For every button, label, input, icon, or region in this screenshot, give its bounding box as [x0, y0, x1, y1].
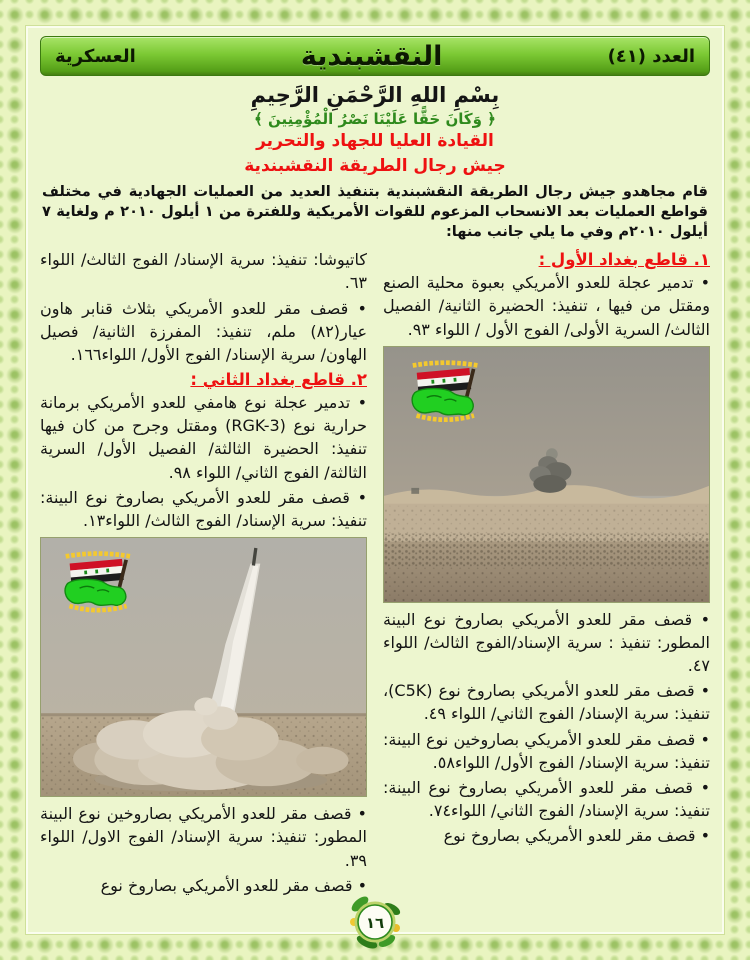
- operation-item: • قصف مقر للعدو الأمريكي بصاروخ نوع: [100, 875, 367, 895]
- column-right: [383, 246, 710, 938]
- page-number: ١٦: [365, 914, 385, 932]
- operation-item: • تدمير عجلة للعدو الأمريكي بعبوة محلية الصنع ومقتل من فيها ، تنفيذ: الحضيرة الثانية/ الفصيل الثالث/ السرية الأولى/ الفوج الأول / اللواء ٩٣.: [383, 273, 710, 339]
- column-left: [40, 246, 367, 938]
- page-number-badge: [347, 892, 403, 952]
- masthead-title: النقشبندية: [300, 40, 443, 72]
- section-heading-baghdad-2: ٢. قاطع بغداد الثاني :: [190, 370, 367, 390]
- photo-rocket-launch: [40, 537, 367, 797]
- photo-desert-explosion: [383, 346, 710, 603]
- quran-verse: ﴿ وَكَانَ حَقًّا عَلَيْنَا نَصْرُ الْمُؤْمِنِينَ ﴾: [254, 110, 496, 129]
- operation-item: • قصف مقر للعدو الأمريكي بصاروخ نوع البينة: تنفيذ: سرية الإسناد/ الفوج الثالث/ اللواء١٣.: [40, 487, 367, 531]
- operation-item: • تدمير عجلة نوع هامفي للعدو الأمريكي برمانة حرارية نوع (RGK-3) ومقتل وجرح من كان فيها تنفيذ: الحضيرة الثالثة/ الفصيل الأول/ السرية الثالثة/ الفوج الثاني/ اللواء ٩٨.: [40, 393, 368, 482]
- operation-item: • قصف مقر للعدو الأمريكي بصاروخ نوع البينة: تنفيذ: سرية الإسناد/ الفوج الثاني/ اللواء٧٤.: [383, 778, 710, 821]
- basmala-text: بِسْمِ اللهِ الرَّحْمَنِ الرَّحِيمِ: [250, 83, 500, 107]
- operation-item: • قصف مقر للعدو الأمريكي بصاروخين نوع البينة: تنفيذ: سرية الإسناد/ الفوج الأول/ اللواء٥٨.: [383, 729, 710, 772]
- operation-item: كاتيوشا: تنفيذ: سرية الإسناد/ الفوج الثالث/ اللواء ٦٣.: [40, 250, 367, 293]
- rocket-launch-image: [41, 538, 366, 796]
- two-column-body: [40, 246, 710, 938]
- operation-item: • قصف مقر للعدو الأمريكي بصاروخ نوع: [443, 826, 710, 846]
- operation-item: • قصف مقر للعدو الأمريكي بصاروخ نوع البينة المطور: تنفيذ : سرية الإسناد/الفوج الثالث/ اللواء ٤٧.: [383, 609, 710, 676]
- org-heading-line1: القيادة العليا للجهاد والتحرير: [256, 131, 494, 152]
- masthead-bar: [40, 36, 710, 76]
- desert-explosion-image: [384, 347, 709, 602]
- page-content: [28, 28, 722, 932]
- operation-item: • قصف مقر للعدو الأمريكي بصاروخ نوع (C5K)، تنفيذ: سرية الإسناد/ الفوج الثاني/ اللواء ٤٩.: [383, 681, 710, 724]
- operation-item: • قصف مقر للعدو الأمريكي بصاروخين نوع البينة المطور: تنفيذ: سرية الإسناد/ الفوج الاول/ اللواء ٣٩.: [40, 804, 367, 870]
- org-heading-line2: جيش رجال الطريقة النقشبندية: [244, 155, 506, 176]
- section-heading-baghdad-1: ١. قاطع بغداد الأول :: [538, 250, 710, 270]
- operation-item: • قصف مقر للعدو الأمريكي بثلاث قنابر هاون عيار(٨٢) ملم، تنفيذ: المفرزة الثانية/ فصيل الهاون/ سرية الإسناد/ الفوج الأول/ اللواء١٦٦.: [40, 298, 367, 364]
- edition-label: العسكرية: [55, 45, 136, 67]
- intro-paragraph: قام مجاهدو جيش رجال الطريقة النقشبندية بتنفيذ العديد من العمليات الجهادية في مختلف قواطع العمليات بعد الانسحاب المزعوم للقوات الأمريكية وللفترة من ١ أيلول ٢٠١٠ م ولغاية ٧ أيلول ٢٠١٠م وفي ما يلي جانب منها:: [42, 182, 708, 241]
- page-number-emblem: [347, 892, 403, 952]
- issue-number: العدد (٤١): [607, 45, 695, 67]
